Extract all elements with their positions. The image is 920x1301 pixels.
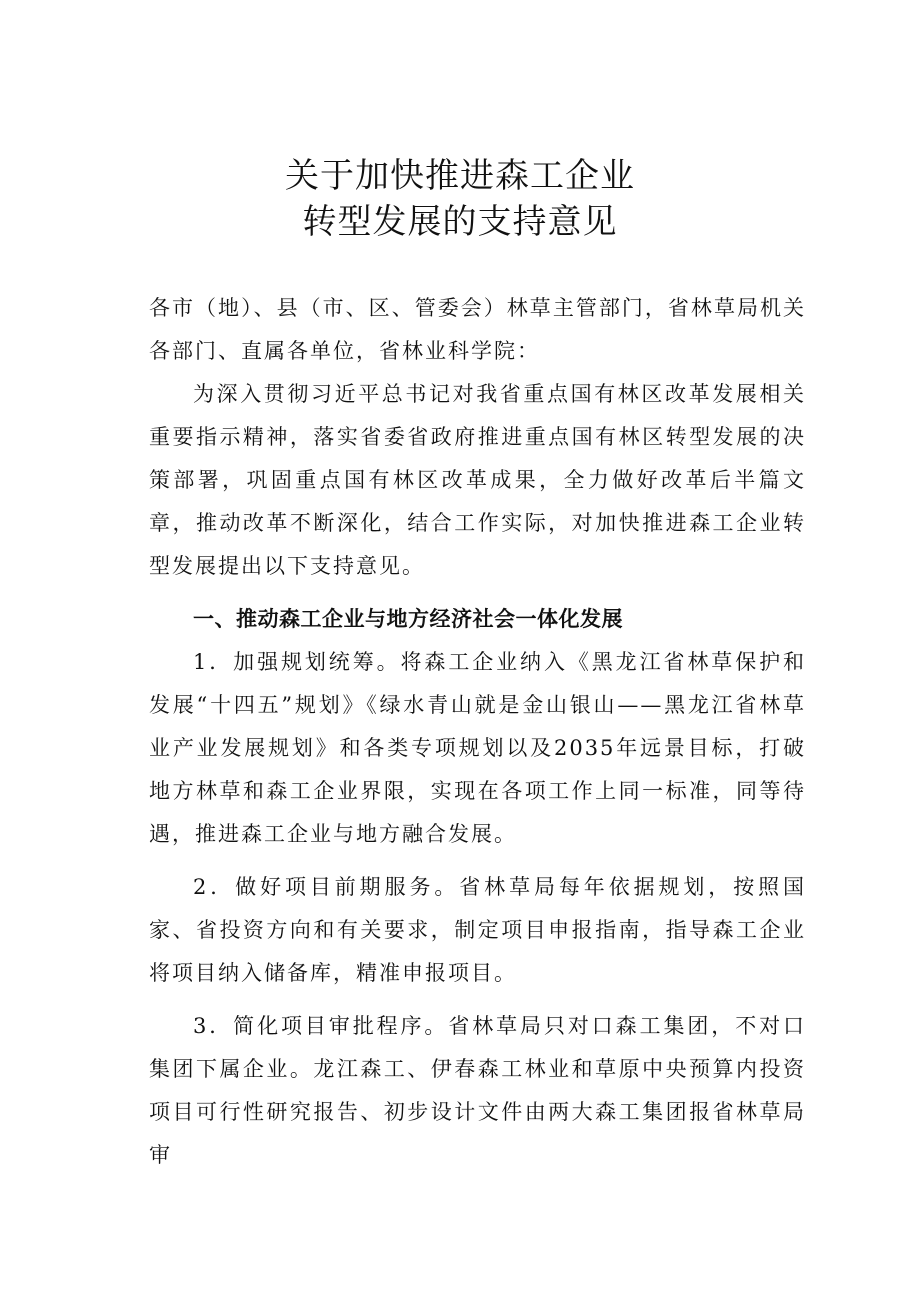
- section-1-heading: 一、推动森工企业与地方经济社会一体化发展: [193, 607, 623, 631]
- document-title-line-1: 关于加快推进森工企业: [285, 156, 635, 196]
- intro-paragraph: 为深入贯彻习近平总书记对我省重点国有林区改革发展相关重要指示精神，落实省委省政府推进重点国有林区转型发展的决策部署，巩固重点国有林区改革成果，全力做好改革后半篇文章，推动改革不断深化，结合工作实际，对加快推进森工企业转型发展提出以下支持意见。: [149, 382, 806, 578]
- item-2-paragraph: 2．做好项目前期服务。省林草局每年依据规划，按照国家、省投资方向和有关要求，制定项目申报指南，指导森工企业将项目纳入储备库，精准申报项目。: [149, 875, 806, 985]
- document-body: [149, 287, 806, 1177]
- addressee-paragraph: 各市（地）、县（市、区、管委会）林草主管部门，省林草局机关各部门、直属各单位，省林业科学院：: [149, 296, 806, 363]
- item-1-paragraph: 1．加强规划统筹。将森工企业纳入《黑龙江省林草保护和发展“十四五”规划》《绿水青山就是金山银山——黑龙江省林草业产业发展规划》和各类专项规划以及2035年远景目标，打破地方林草和森工企业界限，实现在各项工作上同一标准，同等待遇，推进森工企业与地方融合发展。: [149, 650, 806, 846]
- item-3-paragraph: 3．简化项目审批程序。省林草局只对口森工集团，不对口集团下属企业。龙江森工、伊春森工林业和草原中央预算内投资项目可行性研究报告、初步设计文件由两大森工集团报省林草局审: [149, 1014, 806, 1167]
- document-title-line-2: 转型发展的支持意见: [302, 202, 618, 242]
